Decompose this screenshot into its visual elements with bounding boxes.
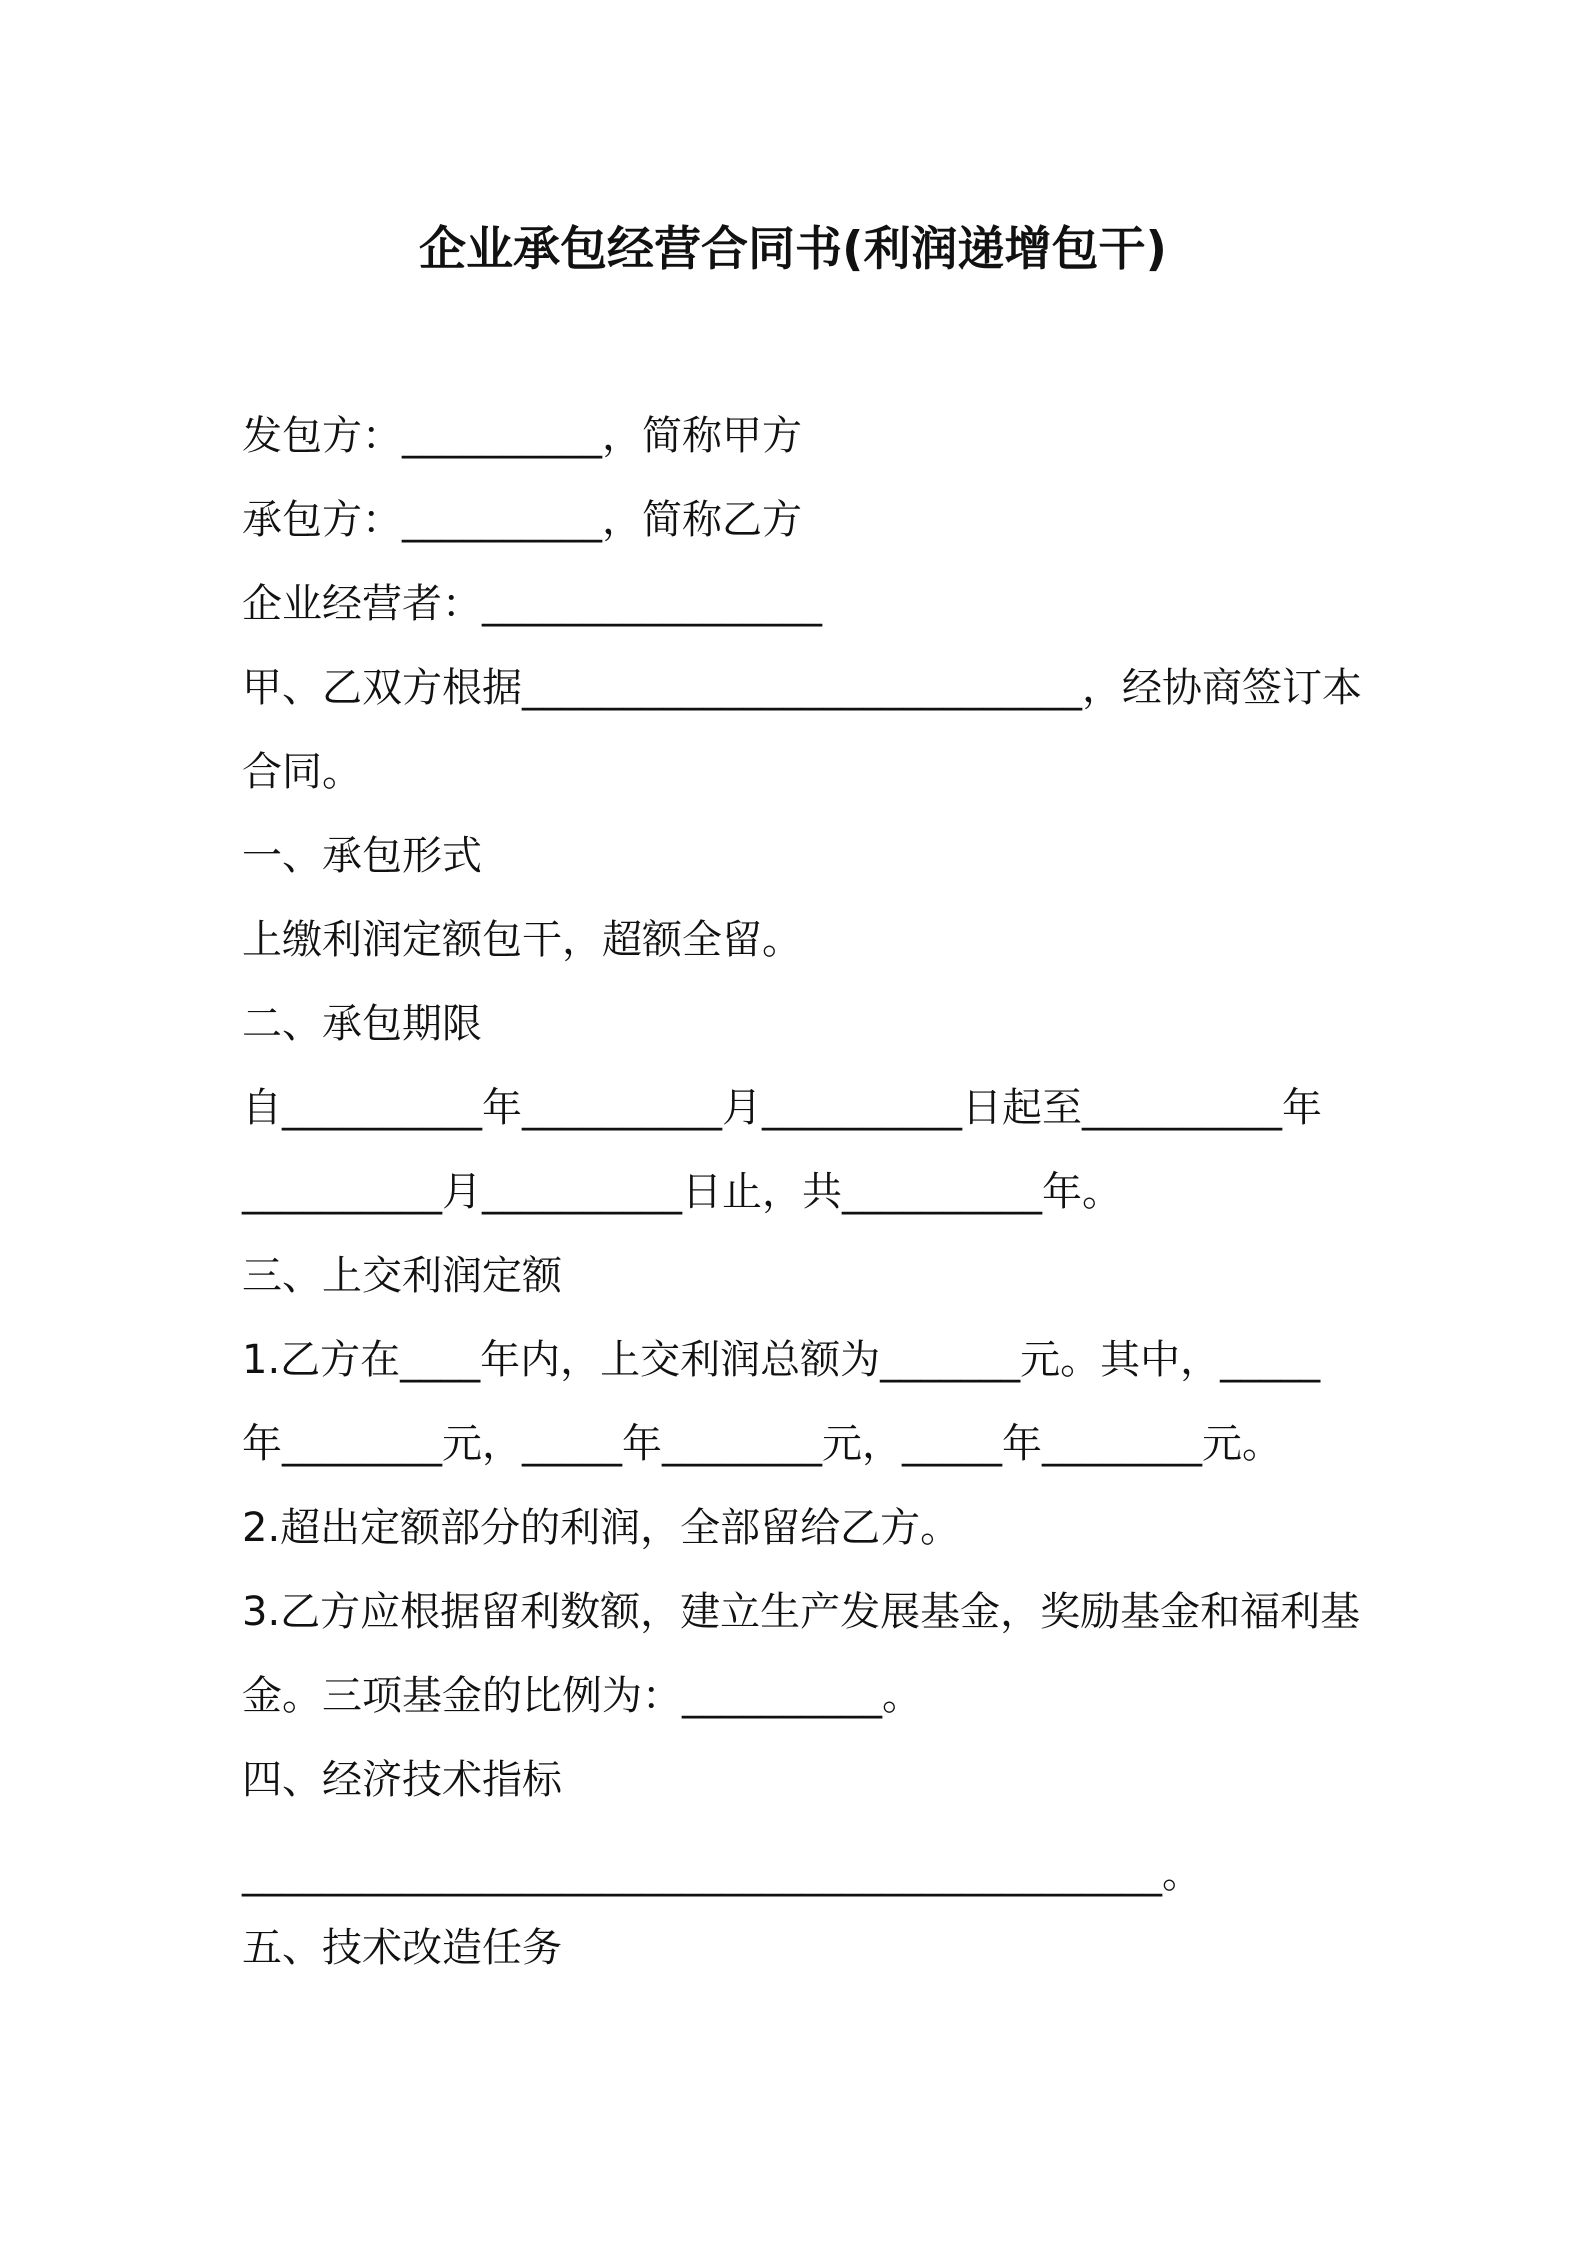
term-line-2: __________月__________日止，共__________年。 bbox=[242, 1169, 1122, 1215]
party-a-line: 发包方：__________，简称甲方 bbox=[242, 413, 802, 459]
section-heading-4: 四、经济技术指标 bbox=[242, 1757, 562, 1803]
clause-3-1-line-2: 年________元，_____年________元，_____年________元。 bbox=[242, 1421, 1282, 1467]
basis-line-continued: 合同。 bbox=[242, 749, 362, 795]
party-b-line: 承包方：__________，简称乙方 bbox=[242, 497, 802, 543]
section-heading-1: 一、承包形式 bbox=[242, 833, 482, 879]
operator-line: 企业经营者：_________________ bbox=[242, 581, 822, 627]
document-title: 企业承包经营合同书(利润递增包干) bbox=[419, 222, 1167, 277]
section-heading-5: 五、技术改造任务 bbox=[242, 1925, 562, 1971]
clause-3-3-line-1: 3.乙方应根据留利数额，建立生产发展基金，奖励基金和福利基 bbox=[242, 1589, 1361, 1635]
term-line-1: 自__________年__________月__________日起至__________年 bbox=[242, 1085, 1322, 1131]
section-heading-3: 三、上交利润定额 bbox=[242, 1253, 562, 1299]
clause-3-1-line-1: 1.乙方在____年内，上交利润总额为_______元。其中，_____ bbox=[242, 1337, 1321, 1383]
basis-line: 甲、乙双方根据____________________________，经协商签订本 bbox=[242, 665, 1362, 711]
section-4-blank: ______________________________________________。 bbox=[242, 1851, 1202, 1897]
clause-3-2: 2.超出定额部分的利润，全部留给乙方。 bbox=[242, 1505, 961, 1551]
clause-3-3-line-2: 金。三项基金的比例为：__________。 bbox=[242, 1673, 922, 1719]
section-heading-2: 二、承包期限 bbox=[242, 1001, 482, 1047]
section-1-text: 上缴利润定额包干，超额全留。 bbox=[242, 917, 802, 963]
